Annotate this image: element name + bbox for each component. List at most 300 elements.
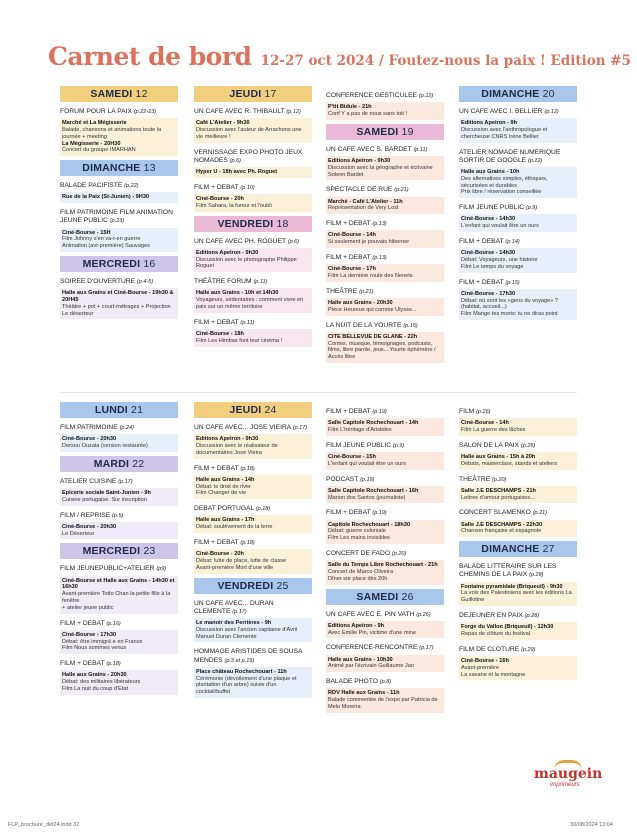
event-venue-time: Ciné-Bourse et Halle aux Grains - 14h30 et 16h30 (62, 577, 175, 591)
event-page-ref: (p.10) (240, 184, 255, 191)
event-description: Avant-première (461, 664, 500, 671)
event-title: FILM DE CLOTURE (p.29) (459, 645, 536, 653)
event-description: Film Mange tes morts: tu ne diras point (461, 311, 558, 318)
event-title: ATELIER NOMADE NUMERIQUE SORTIR DE GOOGLE (p.12) (459, 148, 561, 164)
event (60, 182, 178, 203)
day-number: 17 (264, 88, 277, 100)
event-title: FILM JEUNE PUBLIC (p.9) (326, 441, 405, 449)
day-name: SAMEDI (90, 88, 136, 100)
event-venue-time: Ciné-Bourse - 15H (62, 229, 111, 236)
day-number: 23 (143, 545, 156, 558)
event-page-ref: (p.28) (524, 612, 540, 619)
event-page-ref: (p.21) (532, 510, 548, 517)
event (326, 442, 444, 470)
event (326, 408, 444, 436)
event-venue-time: Editions Apeiron - 9h (328, 622, 385, 629)
event-details (194, 667, 312, 698)
event-venue-time: Ciné-Bourse - 20h (196, 551, 244, 558)
day-header (60, 86, 178, 102)
event-description: Débat: des militaires libérateurs (62, 679, 141, 686)
day-number: 20 (542, 88, 555, 100)
event-title: CONFERENCE GESTICULEE (p.12) (326, 92, 434, 99)
event (60, 512, 178, 540)
event-page-ref: (p.12) (418, 93, 434, 99)
event-title: SPECTACLE DE RUE (p.21) (326, 186, 409, 194)
slug-date: 30/08/2024 13:04 (570, 822, 613, 828)
event-venue-time: Salle du Temps Libre Rochechouart - 21h (328, 562, 438, 569)
event-title: FILM PATRIMOINE FILM ANIMATION JEUNE PUBLIC (p.23) (60, 209, 173, 225)
event-description: Film Johnny s'en va-t-en guerre (62, 236, 141, 243)
event-page-ref: (p.5) (112, 512, 124, 519)
event-page-ref: (p.19) (372, 510, 387, 517)
event (194, 424, 312, 459)
event-title: FILM + DEBAT (p.18) (60, 660, 121, 668)
event-title: FILM + DEBAT (p.18) (194, 538, 255, 546)
event-details (326, 332, 444, 363)
event-details (326, 486, 444, 504)
event-description: Chanson française et espagnole (461, 528, 542, 535)
bottom-column-1 (60, 402, 178, 699)
event-page-ref: (p.6) (229, 157, 241, 164)
event-page-ref: (p.9) (525, 205, 538, 212)
event (194, 648, 312, 698)
event (326, 678, 444, 713)
day-section (194, 216, 312, 347)
event-details (194, 194, 312, 212)
day-name: MARDI (93, 457, 133, 470)
top-column-4 (459, 86, 577, 324)
event-venue-time: P'tit Bidule - 21h (328, 104, 372, 111)
event-description: Théâtre + pot + court-métrages + Projection Le déserteur (62, 303, 171, 317)
event-page-ref: (p.4-5) (136, 278, 154, 285)
event-details (60, 488, 178, 506)
event-details (459, 520, 577, 538)
event-details (194, 248, 312, 272)
event-details (326, 418, 444, 436)
event-description: La savane et la montagne (461, 671, 526, 678)
day-name: SAMEDI (356, 590, 402, 603)
day-section (459, 408, 577, 537)
day-header (60, 543, 178, 559)
top-column-1 (60, 86, 178, 323)
event-details (459, 622, 577, 640)
event-page-ref: (p.20) (391, 550, 407, 557)
event-title: THEÂTRE (p.20) (459, 475, 507, 483)
event-venue-time: Capitole Rochechouart - 18h30 (328, 521, 411, 528)
event-description: Balade, chansons et animations toute la journée + meeting (62, 127, 162, 140)
day-header (194, 578, 312, 594)
event-description: Animé par l'écrivain Guillaume Jan (328, 663, 414, 670)
event-page-ref: (p.9) (392, 442, 405, 449)
event-venue-time: Editions Apeiron - 9h30 (328, 158, 391, 164)
slug-file: FLP_brochure_def24.indd 32 (8, 822, 80, 828)
event-details (60, 630, 178, 654)
day-number: 13 (143, 162, 156, 175)
event-description: Concert de Marco Oliveira (328, 568, 393, 575)
event-description: Marion dos Santos (journaliste) (328, 494, 406, 501)
event-venue-time: Halle aux Grains - 10h et 14h30 (196, 290, 279, 297)
event-title: CONCERT DE FADO (p.20) (326, 549, 407, 557)
event-title: FILM + DEBAT (p.18) (194, 464, 255, 472)
event (326, 288, 444, 316)
event-description: Discussion avec la géographe et écrivaine Solenn Bardet (328, 164, 433, 178)
event-description: Voyageurs, sédentaires : comment vivre en paix sur un même territoire (196, 297, 304, 310)
event-page-ref: (p.21) (359, 288, 374, 295)
event (459, 108, 577, 143)
event (326, 92, 444, 120)
day-number: 22 (132, 457, 145, 470)
event (194, 600, 312, 643)
event-title: UN CAFE AVEC I. BELLIER (p.12) (459, 108, 559, 115)
event-title: FILM + DEBAT (p.15) (459, 278, 520, 286)
event-title: UN CAFE AVEC... DURAN CLEMENTE (p.17) (194, 599, 274, 615)
day-header (194, 86, 312, 102)
day-number: 26 (401, 590, 414, 603)
event-title: THEÂTRE (p.21) (326, 287, 374, 295)
event-details (326, 655, 444, 673)
day-section (60, 160, 178, 252)
top-column-3 (326, 86, 444, 367)
event-description: Débat: le droit de river (196, 483, 252, 490)
event-page-ref: (p.6) (287, 238, 300, 245)
event (326, 509, 444, 544)
event-description: Discussion avec le réalisateur de documentaires José Vieira (196, 443, 278, 456)
day-section (60, 86, 178, 156)
event-details (60, 192, 178, 203)
event-description: Des alternatives simples, éthiques, sécurisées et durables (461, 175, 548, 189)
day-header (459, 541, 577, 557)
event (326, 186, 444, 214)
event-description: Lettres d'amour portugaises... (461, 494, 535, 501)
event (459, 476, 577, 504)
event-description: L'enfant qui voulait être un ours (461, 223, 539, 230)
event (60, 278, 178, 319)
day-name: JEUDI (229, 404, 265, 416)
event-title: UN CAFE AVEC S. BARDET (p.11) (326, 145, 428, 153)
event-description: Le Déserteur (62, 530, 95, 537)
day-name: DIMANCHE (481, 543, 543, 556)
event-page-ref: (p.18) (240, 465, 255, 472)
day-name: LUNDI (94, 404, 132, 416)
event-description: Film La guerre des lâches (461, 427, 526, 433)
event (326, 476, 444, 504)
day-name: DIMANCHE (82, 162, 144, 175)
event-page-ref: (p.12) (544, 109, 559, 115)
event-title: CONCERT SLAMENKO (p.21) (459, 509, 548, 517)
event-venue-time: Salle J.E DESCHAMPS - 21h (461, 487, 536, 494)
event-venue-time: Editions Apeiron - 9h30 (196, 249, 259, 256)
event-description: Débat: soulèvement de la terre (196, 524, 273, 531)
event-description: Film L'héritage d'Aristides (328, 427, 392, 433)
event-description: Discussion avec l'anthropologue et chercheuse CNRS Irène Bellier (461, 127, 548, 140)
event-venue-time: Ciné-Bourse - 20h30 (62, 523, 117, 530)
event-venue-time: Ciné-Bourse - 15h (328, 454, 376, 460)
event (60, 424, 178, 452)
event-details (194, 618, 312, 642)
event-venue-time: La Mégisserie - 20H30 (62, 140, 121, 147)
event-description: Balade commentée de l'expo par Patricia de Melo Moreira (328, 697, 438, 710)
event-details (60, 288, 178, 319)
day-section (60, 402, 178, 452)
event-page-ref: (p.13) (372, 254, 387, 261)
event-description: Dersou Ouzala (version restaurée) (62, 443, 148, 449)
event (459, 509, 577, 537)
event (459, 279, 577, 320)
event-venue-time: Halle aux Grains - 10h (461, 169, 520, 175)
event (194, 505, 312, 533)
event-venue-time: CITE BELLEVUE DE GLANE - 22h (328, 333, 418, 340)
day-header (326, 589, 444, 605)
event-details (459, 452, 577, 470)
event-page-ref: (p.26) (416, 611, 431, 618)
event-title: FILM + DEBAT (p.19) (326, 408, 387, 415)
day-number: 24 (264, 404, 277, 416)
event-title: VERNISSAGE EXPO PHOTO JEUX NOMADES (p.6) (194, 148, 303, 164)
event-page-ref: (p.8) (379, 679, 392, 686)
event-description: Concert du groupe IMARHAN (62, 147, 136, 154)
event-page-ref: (p.11) (253, 279, 268, 286)
event-details (194, 329, 312, 347)
event-venue-time: Forge du Vallon (Briqueuil) - 12h30 (461, 624, 554, 631)
event-page-ref: (p.19) (372, 409, 387, 415)
event-title: FILM + DEBAT (p.19) (326, 509, 387, 517)
event-venue-time: Café L'Atelier - 9h30 (196, 120, 250, 127)
event-description: Cérémonie (dévoilement d'une plaque et plantation d'un arbre) suivie d'un cocktail/buffet (196, 675, 297, 696)
day-section (326, 124, 444, 363)
event-page-ref: (p.26) (476, 409, 491, 415)
event-description: Film Le temps du voyage (461, 263, 524, 270)
event-page-ref: (p.14) (505, 238, 520, 245)
event (60, 209, 178, 252)
event-description: Contes, musique, témoignages, podcasts, films, libre parole, jeux... Yourte éphémère / Accès libre (328, 340, 436, 361)
bottom-column-2 (194, 402, 312, 702)
event-description: L'enfant qui voulait être un ours (328, 460, 406, 467)
event-title: FILM JEUNE PUBLIC (p.9) (459, 204, 538, 212)
event-description: Débat: où sont les «gens du voyage» ? (habitat, accueil...) (461, 297, 559, 311)
event-details (326, 520, 444, 544)
day-number: 25 (276, 579, 289, 592)
event-venue-time: Ciné-Bourse - 20h (196, 196, 244, 202)
event-title: LA NUIT DE LA YOURTE (p.15) (326, 321, 418, 329)
event-details (60, 434, 178, 452)
event-title: UN CAFE AVEC... JOSE VIEIRA (p.17) (194, 424, 308, 431)
logo-tagline: imprimeurs (550, 782, 580, 788)
event (194, 539, 312, 574)
event-details (459, 656, 577, 680)
event-page-ref: (p.11) (413, 146, 428, 153)
day-name: JEUDI (229, 88, 265, 100)
event-page-ref: (p.3 et p.19) (224, 657, 255, 664)
event-details (60, 522, 178, 540)
day-section (326, 92, 444, 120)
event-description: Pièce Heureux qui comme Ulysse... (328, 306, 417, 313)
event-details (459, 582, 577, 606)
day-header (60, 456, 178, 472)
day-number: 21 (131, 404, 144, 416)
event (326, 550, 444, 585)
event (326, 146, 444, 181)
event (194, 184, 312, 212)
event (326, 322, 444, 363)
event-details (326, 688, 444, 712)
day-section (194, 578, 312, 698)
event (326, 611, 444, 639)
event-page-ref: (p.20) (492, 476, 507, 483)
event-venue-time: Fontaine pyramidale (Briqueuil) - 9h30 (461, 583, 563, 590)
event-details (326, 156, 444, 180)
event-venue-time: Ciné-Bourse - 16h (461, 657, 509, 664)
event-title: SALON DE LA PAIX (p.26) (459, 441, 536, 449)
event-details (60, 118, 178, 156)
day-name: SAMEDI (356, 125, 402, 138)
event-description: Conf Y a pas de nous sans toit ! (328, 111, 408, 117)
event-title: FILM + DEBAT (p.13) (326, 220, 387, 228)
event-venue-time: Halle aux Grains - 10h30 (328, 656, 393, 663)
event-page-ref: (p.24) (119, 425, 134, 431)
day-section (326, 408, 444, 585)
event-description: Dîner sur place dès 20h (328, 575, 388, 582)
event-venue-time: Ciné-Bourse - 14h30 (461, 216, 516, 223)
event-description: + atelier jeune public (62, 604, 114, 611)
event (459, 646, 577, 681)
day-section (459, 86, 577, 320)
printer-logo (528, 760, 603, 796)
event-title: UN CAFE AVEC E. PIN VATH (p.26) (326, 610, 431, 618)
event-description: Film Les Himbas font leur cinéma ! (196, 337, 283, 344)
event-page-ref: (p.17) (232, 608, 247, 615)
event-details (459, 418, 577, 436)
event-title: FILM + DEBAT (p.10) (194, 183, 255, 191)
event-title: FILM JEUNEPUBLIC+ATELIER (p9) (60, 565, 167, 573)
event-title: FILM PATRIMOINE (p.24) (60, 424, 134, 431)
bottom-column-4 (459, 402, 577, 684)
bottom-column-3 (326, 402, 444, 717)
event-title: UN CAFE AVEC R. THIBAULT (p.12) (194, 108, 301, 115)
event-venue-time: Marché et La Mégisserie (62, 120, 127, 127)
day-name: DIMANCHE (481, 88, 543, 100)
event-venue-time: Ciné-Bourse - 17h30 (62, 631, 117, 638)
event-venue-time: Marché - Café L'Atelier - 11h (328, 198, 403, 205)
day-header (194, 402, 312, 418)
day-name: MERCREDI (82, 257, 144, 270)
event (60, 108, 178, 156)
event (459, 563, 577, 606)
day-number: 19 (401, 125, 414, 138)
event-venue-time: Halle aux Grains - 20h30 (62, 672, 127, 679)
event (194, 278, 312, 313)
event (459, 149, 577, 199)
event-page-ref: (p.11) (240, 319, 255, 326)
event-title: FILM / REPRISE (p.5) (60, 511, 124, 519)
event-venue-time: Place château Rochechouart - 11h (196, 668, 287, 675)
event (459, 612, 577, 640)
event-title: BALADE PHOTO (p.8) (326, 678, 392, 686)
event-title: SOIREE D'OUVERTURE (p.4-5) (60, 277, 154, 285)
day-section (60, 543, 178, 694)
event-title: FILM + DEBAT (p.16) (60, 619, 121, 627)
event-venue-time: Salle Capitole Rochechouart - 16h (328, 487, 419, 494)
event-details (326, 298, 444, 316)
event-details (60, 228, 178, 252)
event-title: UN CAFE AVEC PH. ROGUET (p.6) (194, 237, 300, 245)
event-venue-time: Halle aux Grains - 15h à 20h (461, 454, 536, 460)
event-venue-time: Halle aux Grains et Ciné-Bourse - 19h30 & 20H45 (62, 290, 174, 303)
logo-name: maugein (534, 766, 603, 782)
day-section (194, 86, 312, 212)
title-main: Carnet de bord (48, 42, 252, 71)
event (60, 565, 178, 613)
event-description: Prix libre / réservation conseillée (461, 189, 542, 196)
event-description: Film Changer de vie (196, 490, 247, 497)
event-details (459, 167, 577, 198)
event-details (459, 486, 577, 504)
event-title: DEJEUNER EN PAIX (p.28) (459, 611, 540, 619)
event-venue-time: Editions Apeiron - 9h30 (196, 436, 259, 443)
event-venue-time: Salle Capitole Rochechouart - 14h (328, 420, 419, 427)
event-description: Débat: lutte de place, lutte de classe (196, 557, 287, 564)
event (326, 254, 444, 282)
event-page-ref: (p.16) (106, 620, 121, 627)
event-page-ref: (p.22) (124, 183, 139, 190)
event-description: Discussion avec l'ancien capitaine d'Avril Manuel Duran Clemente (196, 626, 298, 640)
event-details (194, 475, 312, 499)
event (326, 220, 444, 248)
event-venue-time: Hyper U - 18h avec Ph. Roguet (196, 169, 278, 175)
event-description: Débat: guerre coloniale (328, 528, 386, 535)
day-header (459, 86, 577, 102)
event (60, 660, 178, 695)
event (194, 465, 312, 500)
event-description: Film Nous sommes venus (62, 645, 127, 652)
day-header (326, 124, 444, 140)
event-page-ref: (p.15) (403, 322, 418, 329)
event-page-ref: (p.17) (118, 478, 133, 485)
event-title: HOMMAGE ARISTIDES DE SOUSA MENDES (p.3 et p.19) (194, 648, 303, 664)
event-page-ref: (p.18) (240, 539, 255, 546)
day-header (60, 402, 178, 418)
event-description: Discussion avec le photographe Philippe Roguet (196, 256, 297, 270)
event-details (326, 230, 444, 248)
event-details (326, 264, 444, 282)
event-title: ATELIER CUISINE (p.17) (60, 477, 133, 485)
event (194, 238, 312, 273)
day-section (60, 456, 178, 540)
event-title: THÉÂTRE FORUM (p.11) (194, 278, 268, 286)
event-venue-time: Epicerie sociale Saint-Junien - 9h (62, 490, 151, 496)
event-description: Si seulement je pouvais hiberner (328, 239, 410, 246)
event-page-ref: (p.23) (109, 218, 125, 225)
event-title: FILM + DEBAT (p.13) (326, 253, 387, 261)
event-description: Film Les mains invisibles (328, 535, 390, 542)
event-details (194, 434, 312, 458)
event-venue-time: Editions Apeiron - 9h (461, 120, 518, 127)
day-number: 18 (276, 217, 289, 230)
event (194, 108, 312, 143)
event-page-ref: (p.18) (106, 661, 121, 668)
event-description: Film Sahara, la fureur et l'oubli (196, 202, 272, 209)
event-details (326, 560, 444, 584)
event-page-ref: (p.21) (394, 187, 409, 194)
event-page-ref: (p.29) (521, 646, 536, 653)
event-description: Avant-première Totto Chan la petite fille à la fenêtre (62, 591, 171, 604)
event-description: La voix des Palestiniens avec les éditions La Guillotine (461, 590, 572, 604)
event-description: Film La dernière route des Nenets (328, 272, 413, 279)
event-description: Discussion avec l'auteur de Arrachons une vie meilleure ! (196, 127, 302, 140)
event-page-ref: (p.22-23) (133, 109, 157, 115)
event-title: PODCAST (p.19) (326, 475, 375, 483)
event-description: Avec Emilie Pin, victime d'une mine (328, 629, 417, 636)
event-details (326, 452, 444, 470)
